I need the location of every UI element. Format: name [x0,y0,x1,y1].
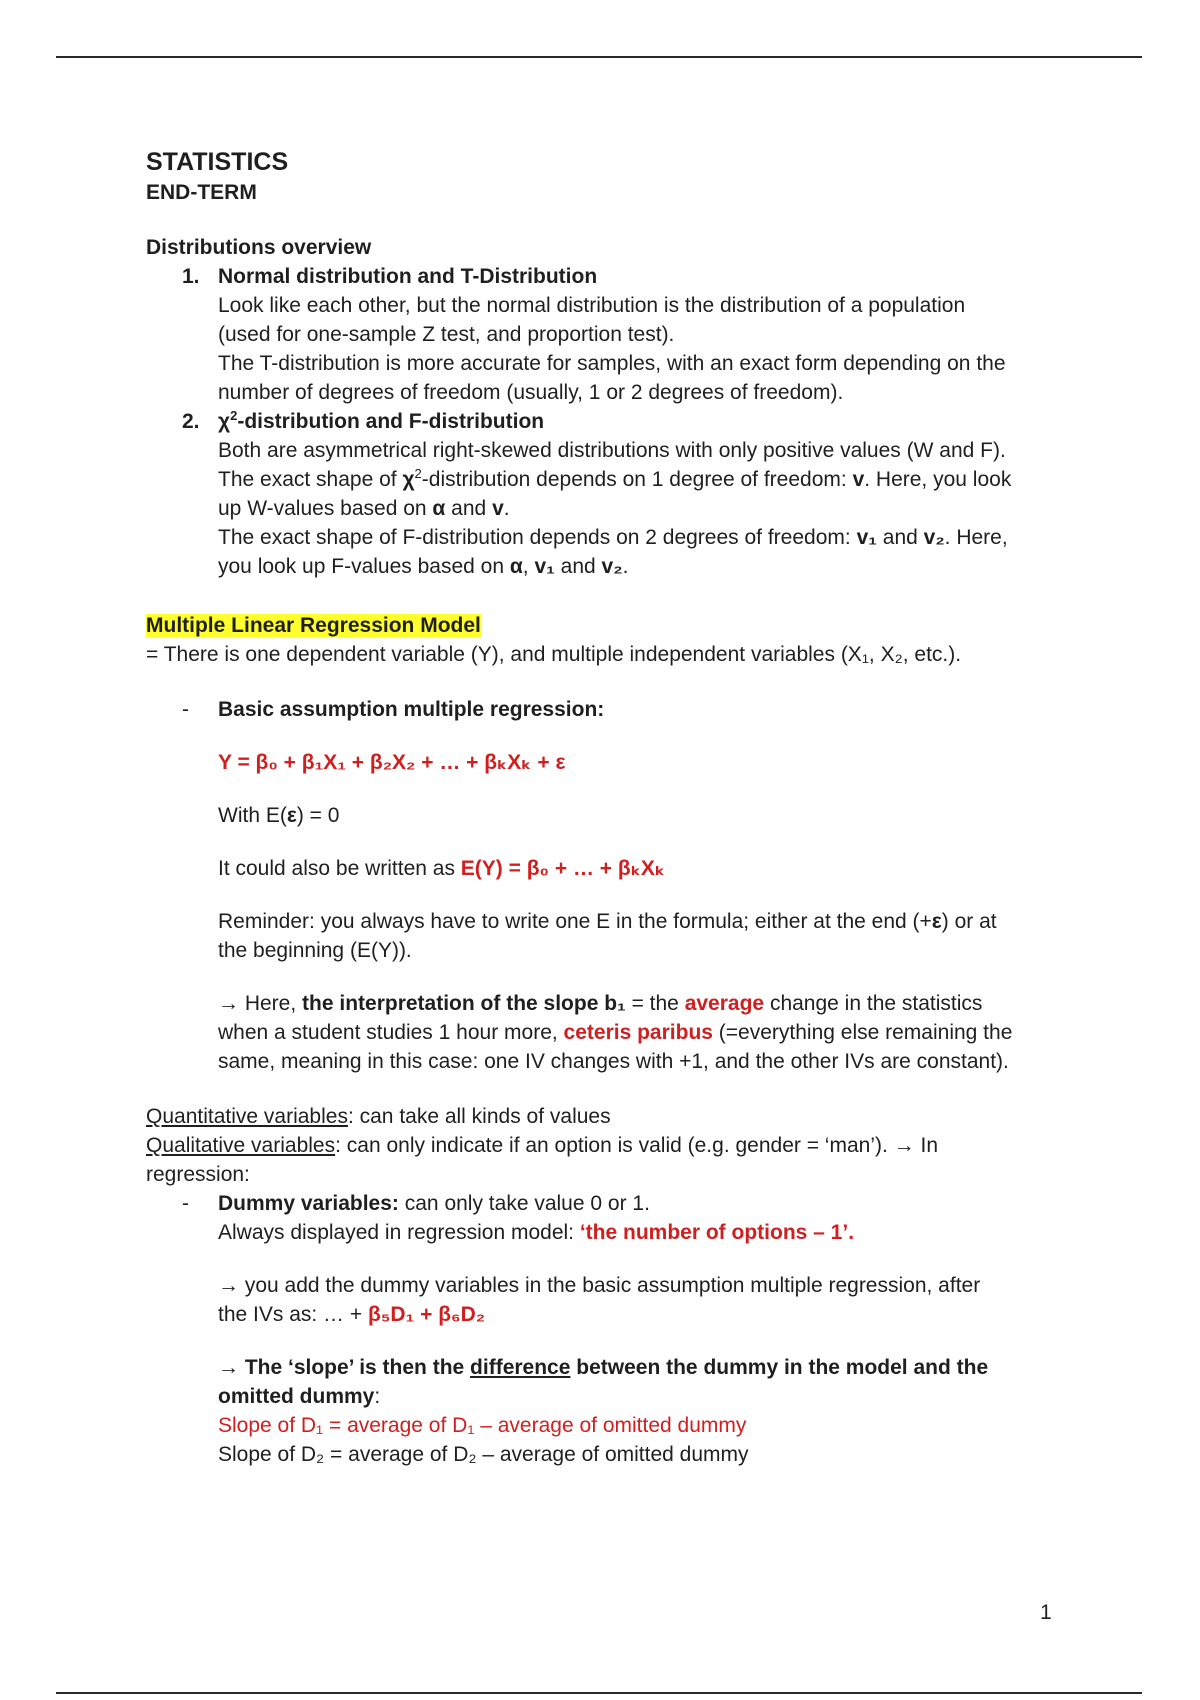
text-line: up W-values based on α and v. [218,497,510,520]
qualitative-line: Qualitative variables: can only indicate if an option is valid (e.g. gender = ‘man’). → In [146,1134,939,1157]
text-line: you look up F-values based on α, v₁ and v₂. [218,555,629,578]
mlr-heading: Multiple Linear Regression Model [146,614,481,637]
mlr-definition: = There is one dependent variable (Y), and multiple independent variables (X₁, X₂, etc.). [146,643,962,666]
text-line: The exact shape of F-distribution depends on 2 degrees of freedom: v₁ and v₂. Here, [218,526,1008,549]
dummy-variables-block [146,1189,1076,1469]
text-line: Look like each other, but the normal distribution is the distribution of a population [218,294,966,317]
slope-d1: Slope of D₁ = average of D₁ – average of omitted dummy [218,1414,747,1437]
superscript: 2 [230,408,238,423]
bullet-dash: - [182,1192,189,1215]
dummy-add-line: the IVs as: … + β₅D₁ + β₆D₂ [218,1303,486,1326]
interpretation-line: → Here, the interpretation of the slope b₁ = the average change in the statistics [218,992,983,1015]
text-line: (used for one-sample Z test, and proportion test). [218,323,675,346]
dummy-add-line: → you add the dummy variables in the basic assumption multiple regression, after [218,1274,981,1297]
footer-rule [56,1692,1142,1694]
slope-explanation: omitted dummy: [218,1385,381,1408]
basic-assumption-block [146,695,1076,1076]
list-item [146,262,1076,407]
basic-assumption-title: Basic assumption multiple regression: [218,698,605,721]
alternative-formula: E(Y) = β₀ + … + βₖXₖ [460,857,666,880]
document-subtitle: END-TERM [146,181,257,204]
header-rule [56,56,1142,58]
qualitative-line: regression: [146,1163,250,1186]
mlr-heading-line [146,611,1076,640]
title-text: -distribution and F-distribution [237,410,545,433]
list-item-title [218,407,1076,436]
page-number: 1 [1040,1601,1052,1624]
list-item [146,407,1076,581]
chi-symbol: χ [218,410,231,433]
list-number: 1. [182,265,200,288]
reminder-line: Reminder: you always have to write one E in the formula; either at the end (+ε) or at [218,910,997,933]
quantitative-line: Quantitative variables: can take all kinds of values [146,1105,611,1128]
slope-explanation: → The ‘slope’ is then the difference between the dummy in the model and the [218,1356,989,1379]
interpretation-line: when a student studies 1 hour more, ceteris paribus (=everything else remaining the [218,1021,1013,1044]
document-page [146,146,1076,1469]
text-line: The exact shape of $\chi^2$-distribution depends on 1 degree of freedom: v. Here, you look [218,466,1012,491]
alternative-formula-line: It could also be written as E(Y) = β₀ + … + βₖXₖ [218,857,666,880]
list-number: 2. [182,410,200,433]
text-line: The T-distribution is more accurate for samples, with an exact form depending on the [218,352,1006,375]
regression-formula: Y = β₀ + β₁X₁ + β₂X₂ + … + βₖXₖ + ε [218,751,566,774]
dummy-definition: Dummy variables: can only take value 0 or 1. [218,1192,650,1215]
list-item-title: Normal distribution and T-Distribution [218,265,598,288]
bullet-dash: - [182,698,189,721]
error-expectation: With E(ε) = 0 [218,804,340,827]
text-line: number of degrees of freedom (usually, 1 or 2 degrees of freedom). [218,381,844,404]
text-line: Both are asymmetrical right-skewed distributions with only positive values (W and F). [218,439,1006,462]
dummy-display-rule: Always displayed in regression model: ‘the number of options – 1’. [218,1221,855,1244]
document-title: STATISTICS [146,148,289,176]
reminder-line: the beginning (E(Y)). [218,939,412,962]
slope-d2: Slope of D₂ = average of D₂ – average of omitted dummy [218,1443,749,1466]
distributions-heading: Distributions overview [146,236,372,259]
interpretation-line: same, meaning in this case: one IV changes with +1, and the other IVs are constant). [218,1050,1009,1073]
